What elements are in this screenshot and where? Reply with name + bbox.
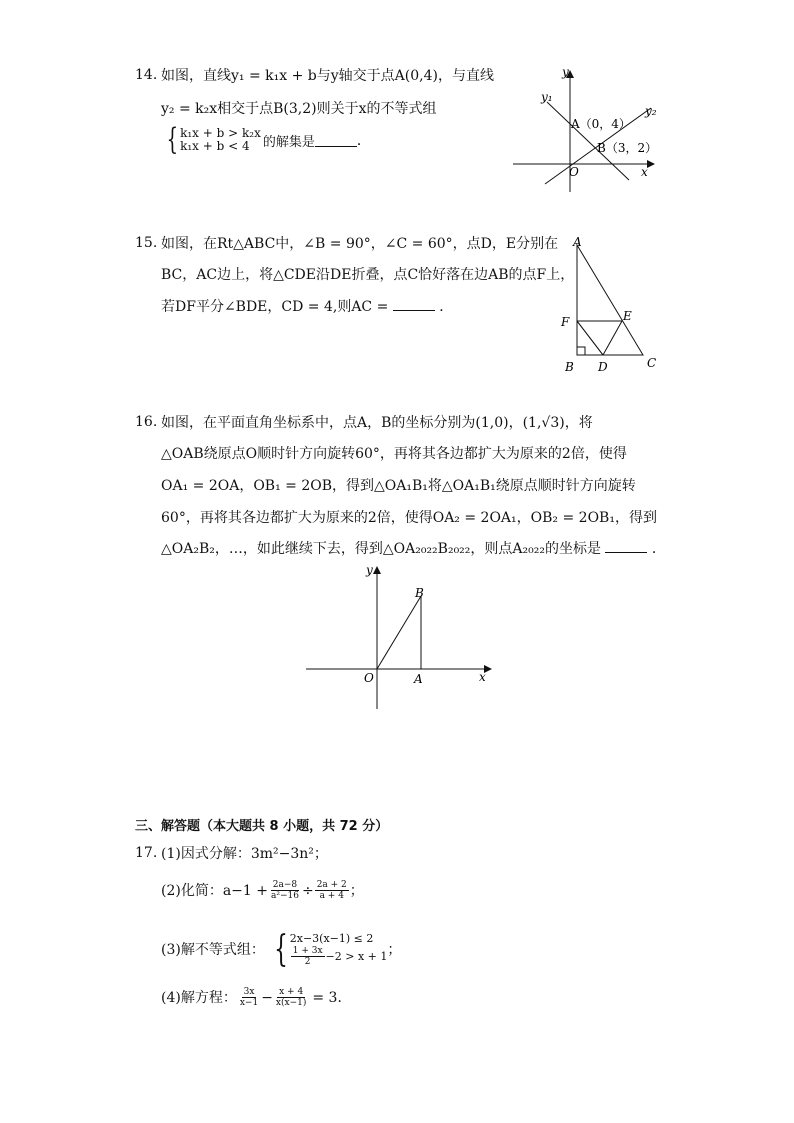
- q15-answer-blank[interactable]: [393, 298, 435, 311]
- q14-y2-label: y₂: [645, 104, 657, 118]
- q15-end: ．: [439, 299, 454, 315]
- fraction-denominator: 2: [304, 957, 311, 967]
- q16-figure: [300, 562, 500, 712]
- q15-label-e: E: [623, 309, 632, 323]
- q14-y-label: y: [562, 65, 569, 79]
- q17-part2: [161, 880, 364, 901]
- q16-y-label: y: [366, 563, 373, 577]
- q16-label-b: B: [415, 586, 424, 600]
- q17-part3-fraction: [291, 946, 325, 967]
- q15-line3: [161, 298, 453, 316]
- q17-part2-fraction1: [269, 880, 301, 901]
- q16-end: ．: [651, 541, 666, 557]
- q16-answer-blank[interactable]: [605, 540, 647, 553]
- q15-label-f: F: [561, 315, 570, 329]
- q15-number: 15.: [135, 235, 158, 251]
- q14-line1: 如图，直线y₁ = k₁x + b与y轴交于点A(0,4)，与直线: [161, 68, 494, 84]
- fraction-numerator: x + 4: [279, 987, 304, 997]
- q16-x-label: x: [479, 670, 486, 684]
- q17-part1: (1)因式分解：3m²−3n²；: [161, 846, 328, 862]
- fraction-numerator: 1 + 3x: [292, 946, 323, 956]
- q16-label-o: O: [364, 671, 374, 685]
- q17-part4-fraction1: [238, 987, 260, 1008]
- q16-line2: △OAB绕原点O顺时针方向旋转60°，再将其各边都扩大为原来的2倍，使得: [161, 446, 627, 462]
- q15-line3-text: 若DF平分∠BDE，CD = 4,则AC =: [161, 299, 389, 315]
- fraction-denominator: a + 4: [319, 891, 344, 901]
- q17-part4-label: (4)解方程：: [161, 989, 237, 1006]
- q15-segment-de: [603, 321, 622, 355]
- q15-label-c: C: [647, 356, 657, 370]
- q17-part3-label: (3)解不等式组：: [161, 941, 265, 958]
- q17-part4-fraction2: [274, 987, 308, 1008]
- fraction-numerator: 2a−8: [272, 880, 298, 890]
- brace-icon: {: [274, 928, 288, 970]
- right-angle-icon: [577, 347, 585, 355]
- q15-label-d: D: [598, 360, 608, 374]
- q15-figure: [555, 233, 665, 378]
- q17-part4-tail: = 3．: [312, 989, 352, 1006]
- q16-line4: 60°，再将其各边都扩大为原来的2倍，使得OA₂ = 2OA₁，OB₂ = 2OB₁，得到: [161, 510, 657, 526]
- q14-origin-label: O: [569, 165, 579, 179]
- q15-label-a: A: [573, 235, 582, 249]
- q17-part4: [161, 987, 351, 1008]
- q14-y1-label: y₁: [541, 90, 553, 104]
- q15-line2: BC，AC边上，将△CDE沿DE折叠，点C恰好落在边AB的点F上，: [161, 267, 575, 283]
- q14-point-b-label: B（3，2）: [597, 141, 658, 155]
- q17-part4-minus: −: [261, 989, 273, 1006]
- section-title: 三、解答题（本大题共 8 小题，共 72 分）: [135, 819, 389, 834]
- fraction-denominator: x−1: [239, 998, 259, 1008]
- q16-number: 16.: [135, 414, 158, 430]
- q14-system-row2: k₁x + b < 4: [180, 139, 250, 153]
- q17-part2-divide: ÷: [301, 882, 314, 899]
- q16-line5-text: △OA₂B₂，…，如此继续下去，得到△OA₂₀₂₂B₂₀₂₂，则点A₂₀₂₂的坐标是: [161, 541, 601, 557]
- q17-number: 17.: [135, 845, 158, 861]
- q16-line5: [161, 540, 666, 558]
- q17-part2-end: ；: [349, 882, 364, 899]
- fraction-denominator: x(x−1): [275, 998, 307, 1008]
- fraction-numerator: 3x: [243, 987, 255, 997]
- q16-segment-ob: [377, 596, 421, 669]
- q17-part3: [161, 928, 402, 970]
- q14-point-a-label: A（0，4）: [571, 117, 631, 131]
- q14-end: ．: [356, 133, 371, 149]
- q15-fold-line: [577, 321, 603, 355]
- q17-part3-end: ；: [387, 941, 402, 958]
- q14-tail: 的解集是: [262, 134, 315, 150]
- q14-figure: [505, 64, 665, 196]
- q15-triangle-abc: [577, 245, 643, 355]
- q16-label-a: A: [414, 672, 423, 686]
- q14-system-row1: k₁x + b > k₂x: [180, 126, 261, 140]
- q14-answer-blank[interactable]: [315, 134, 357, 147]
- q16-line3: OA₁ = 2OA，OB₁ = 2OB，得到△OA₁B₁将△OA₁B₁绕原点顺时针方向旋转: [161, 478, 636, 494]
- q16-line1: 如图，在平面直角坐标系中，点A，B的坐标分别为(1,0)，(1,√3)，将: [161, 415, 593, 431]
- q14-line2: y₂ = k₂x相交于点B(3,2)则关于x的不等式组: [161, 101, 437, 117]
- q17-part3-row2-tail: −2 > x + 1: [325, 949, 388, 963]
- q15-label-b: B: [565, 360, 574, 374]
- q17-part2-label: (2)化简：a−1 +: [161, 882, 268, 899]
- q17-part2-fraction2: [315, 880, 349, 901]
- q17-part3-row1: 2x−3(x−1) ≤ 2: [289, 932, 374, 945]
- q14-inequality-system: [159, 122, 371, 157]
- brace-icon: {: [166, 122, 179, 157]
- q14-number: 14.: [135, 67, 158, 83]
- q17-part3-row2: [290, 946, 388, 967]
- q15-line1: 如图，在Rt△ABC中，∠B = 90°，∠C = 60°，点D，E分别在: [161, 236, 559, 252]
- fraction-numerator: 2a + 2: [316, 880, 347, 890]
- fraction-denominator: a²−16: [271, 891, 299, 901]
- q14-x-label: x: [641, 165, 648, 179]
